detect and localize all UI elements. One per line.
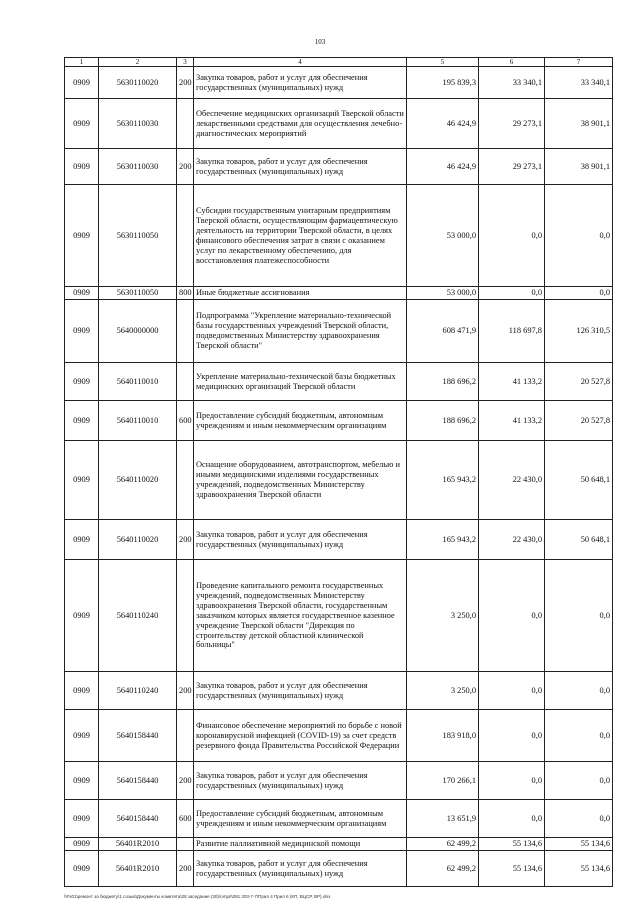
table-row [65, 363, 613, 401]
amount-col6-cell: 0,0 [479, 560, 545, 672]
table-row [65, 67, 613, 99]
table-row [65, 800, 613, 838]
item-name-cell: Закупка товаров, работ и услуг для обеспечения государственных (муниципальных) нужд [194, 762, 407, 800]
amount-col6-cell: 0,0 [479, 672, 545, 710]
section-cell: 0909 [65, 672, 99, 710]
amount-col5-cell: 3 250,0 [407, 672, 479, 710]
header-col-4: 4 [194, 58, 407, 67]
expense-type-cell [177, 710, 194, 762]
budget-table [64, 57, 613, 887]
target-code-cell: 5640000000 [99, 300, 177, 363]
target-code-cell: 5630110020 [99, 67, 177, 99]
amount-col5-cell: 62 499,2 [407, 851, 479, 887]
amount-col6-cell: 29 273,1 [479, 99, 545, 149]
item-name-cell: Закупка товаров, работ и услуг для обеспечения государственных (муниципальных) нужд [194, 672, 407, 710]
table-row [65, 710, 613, 762]
table-body [65, 67, 613, 887]
table-row [65, 401, 613, 441]
amount-col6-cell: 0,0 [479, 762, 545, 800]
header-col-2: 2 [99, 58, 177, 67]
table-row [65, 672, 613, 710]
section-cell: 0909 [65, 300, 99, 363]
amount-col7-cell: 0,0 [545, 762, 613, 800]
amount-col7-cell: 33 340,1 [545, 67, 613, 99]
section-cell: 0909 [65, 851, 99, 887]
expense-type-cell: 200 [177, 149, 194, 185]
expense-type-cell [177, 99, 194, 149]
amount-col7-cell: 55 134,6 [545, 851, 613, 887]
expense-type-cell [177, 838, 194, 851]
header-row [65, 58, 613, 67]
item-name-cell: Оснащение оборудованием, автотранспортом, мебелью и иными медицинскими изделиями государственных учреждений, подведомственных Министерству здравоохранения Тверской области [194, 441, 407, 520]
expense-type-cell: 200 [177, 672, 194, 710]
table-row [65, 300, 613, 363]
item-name-cell: Подпрограмма "Укрепление материально-технической базы государственных учреждений Тверской области, подведомственных Министерству здравоохранения Тверской области" [194, 300, 407, 363]
section-cell: 0909 [65, 762, 99, 800]
expense-type-cell [177, 441, 194, 520]
target-code-cell: 5630110050 [99, 287, 177, 300]
item-name-cell: Предоставление субсидий бюджетным, автономным учреждениям и иным некоммерческим организациям [194, 401, 407, 441]
item-name-cell: Закупка товаров, работ и услуг для обеспечения государственных (муниципальных) нужд [194, 67, 407, 99]
page-number: 103 [314, 38, 326, 46]
header-col-5: 5 [407, 58, 479, 67]
target-code-cell: 5630110050 [99, 185, 177, 287]
amount-col5-cell: 165 943,2 [407, 441, 479, 520]
amount-col7-cell: 38 901,1 [545, 149, 613, 185]
amount-col7-cell: 38 901,1 [545, 99, 613, 149]
amount-col5-cell: 188 696,2 [407, 363, 479, 401]
amount-col6-cell: 0,0 [479, 800, 545, 838]
amount-col7-cell: 50 648,1 [545, 441, 613, 520]
section-cell: 0909 [65, 441, 99, 520]
target-code-cell: 5640110020 [99, 520, 177, 560]
item-name-cell: Закупка товаров, работ и услуг для обеспечения государственных (муниципальных) нужд [194, 149, 407, 185]
item-name-cell: Финансовое обеспечение мероприятий по борьбе с новой коронавирусной инфекцией (COVID-19) за счет средств резервного фонда Правительства Российской Федерации [194, 710, 407, 762]
amount-col6-cell: 29 273,1 [479, 149, 545, 185]
item-name-cell: Укрепление материально-технической базы бюджетных медицинских организаций Тверской области [194, 363, 407, 401]
amount-col6-cell: 22 430,0 [479, 441, 545, 520]
item-name-cell: Иные бюджетные ассигнования [194, 287, 407, 300]
amount-col7-cell: 20 527,8 [545, 363, 613, 401]
amount-col6-cell: 41 133,2 [479, 401, 545, 441]
item-name-cell: Обеспечение медицинских организаций Тверской области лекарственными средствами для осуществления лечебно-диагностических мероприятий [194, 99, 407, 149]
amount-col6-cell: 55 134,6 [479, 851, 545, 887]
table-row [65, 287, 613, 300]
section-cell: 0909 [65, 520, 99, 560]
amount-col6-cell: 33 340,1 [479, 67, 545, 99]
amount-col6-cell: 41 133,2 [479, 363, 545, 401]
expense-type-cell: 200 [177, 851, 194, 887]
item-name-cell: Закупка товаров, работ и услуг для обеспечения государственных (муниципальных) нужд [194, 520, 407, 560]
section-cell: 0909 [65, 185, 99, 287]
target-code-cell: 5630110030 [99, 149, 177, 185]
table-row [65, 762, 613, 800]
amount-col5-cell: 195 839,3 [407, 67, 479, 99]
header-col-1: 1 [65, 58, 99, 67]
section-cell: 0909 [65, 99, 99, 149]
amount-col5-cell: 183 918,0 [407, 710, 479, 762]
target-code-cell: 5640110240 [99, 672, 177, 710]
amount-col5-cell: 53 000,0 [407, 185, 479, 287]
item-name-cell: Предоставление субсидий бюджетным, автономным учреждениям и иным некоммерческим организациям [194, 800, 407, 838]
expense-type-cell: 200 [177, 762, 194, 800]
section-cell: 0909 [65, 710, 99, 762]
target-code-cell: 5640158440 [99, 710, 177, 762]
amount-col7-cell: 20 527,8 [545, 401, 613, 441]
target-code-cell: 5630110030 [99, 99, 177, 149]
amount-col7-cell: 0,0 [545, 560, 613, 672]
target-code-cell: 5640110010 [99, 363, 177, 401]
expense-type-cell: 800 [177, 287, 194, 300]
amount-col5-cell: 165 943,2 [407, 520, 479, 560]
target-code-cell: 56401R2010 [99, 851, 177, 887]
expense-type-cell [177, 185, 194, 287]
target-code-cell: 56401R2010 [99, 838, 177, 851]
table-header [65, 58, 613, 67]
expense-type-cell: 600 [177, 800, 194, 838]
amount-col7-cell: 55 134,6 [545, 838, 613, 851]
section-cell: 0909 [65, 363, 99, 401]
expense-type-cell: 600 [177, 401, 194, 441]
target-code-cell: 5640110240 [99, 560, 177, 672]
section-cell: 0909 [65, 838, 99, 851]
amount-col6-cell: 0,0 [479, 710, 545, 762]
table-row [65, 838, 613, 851]
section-cell: 0909 [65, 560, 99, 672]
item-name-cell: Закупка товаров, работ и услуг для обеспечения государственных (муниципальных) нужд [194, 851, 407, 887]
target-code-cell: 5640158440 [99, 762, 177, 800]
amount-col5-cell: 170 266,1 [407, 762, 479, 800]
amount-col5-cell: 13 651,9 [407, 800, 479, 838]
expense-type-cell: 200 [177, 520, 194, 560]
amount-col6-cell: 55 134,6 [479, 838, 545, 851]
expense-type-cell [177, 560, 194, 672]
amount-col6-cell: 22 430,0 [479, 520, 545, 560]
section-cell: 0909 [65, 401, 99, 441]
table-row [65, 185, 613, 287]
amount-col5-cell: 3 250,0 [407, 560, 479, 672]
expense-type-cell: 200 [177, 67, 194, 99]
item-name-cell: Развитие паллиативной медицинской помощи [194, 838, 407, 851]
amount-col5-cell: 46 424,9 [407, 99, 479, 149]
amount-col5-cell: 53 000,0 [407, 287, 479, 300]
header-col-3: 3 [177, 58, 194, 67]
amount-col6-cell: 118 697,8 [479, 300, 545, 363]
table-row [65, 560, 613, 672]
amount-col7-cell: 0,0 [545, 287, 613, 300]
file-path-footer: \\Fs01\ремонт за бюджету\1 созыв\Документы комитета\28 заседание (30)\ол\рп\281 203-7-7\Прил 4 Прил 6 (КП, ВЦСР, ВР).xlsx [64, 894, 331, 899]
amount-col7-cell: 0,0 [545, 185, 613, 287]
amount-col5-cell: 46 424,9 [407, 149, 479, 185]
target-code-cell: 5640110020 [99, 441, 177, 520]
section-cell: 0909 [65, 67, 99, 99]
expense-type-cell [177, 300, 194, 363]
amount-col7-cell: 50 648,1 [545, 520, 613, 560]
amount-col7-cell: 0,0 [545, 710, 613, 762]
table-row [65, 851, 613, 887]
section-cell: 0909 [65, 287, 99, 300]
expense-type-cell [177, 363, 194, 401]
amount-col5-cell: 62 499,2 [407, 838, 479, 851]
table-row [65, 149, 613, 185]
target-code-cell: 5640110010 [99, 401, 177, 441]
item-name-cell: Проведение капитального ремонта государственных учреждений, подведомственных Министерству здравоохранения Тверской области, государственным заказчиком которых является государственное казенное учреждение Тверской области "Дирекция по строительству детской областной клинической больницы" [194, 560, 407, 672]
amount-col5-cell: 608 471,9 [407, 300, 479, 363]
target-code-cell: 5640158440 [99, 800, 177, 838]
amount-col6-cell: 0,0 [479, 287, 545, 300]
table-row [65, 520, 613, 560]
section-cell: 0909 [65, 800, 99, 838]
table-row [65, 99, 613, 149]
amount-col7-cell: 0,0 [545, 672, 613, 710]
item-name-cell: Субсидии государственным унитарным предприятиям Тверской области, осуществляющим фармацевтическую деятельность на территории Тверской области, в целях финансового обеспечения затрат в связи с оказанием услуг по лекарственному обеспечению, для восстановления платежеспособности [194, 185, 407, 287]
table-row [65, 441, 613, 520]
amount-col7-cell: 0,0 [545, 800, 613, 838]
amount-col7-cell: 126 310,5 [545, 300, 613, 363]
amount-col6-cell: 0,0 [479, 185, 545, 287]
section-cell: 0909 [65, 149, 99, 185]
header-col-7: 7 [545, 58, 613, 67]
header-col-6: 6 [479, 58, 545, 67]
amount-col5-cell: 188 696,2 [407, 401, 479, 441]
